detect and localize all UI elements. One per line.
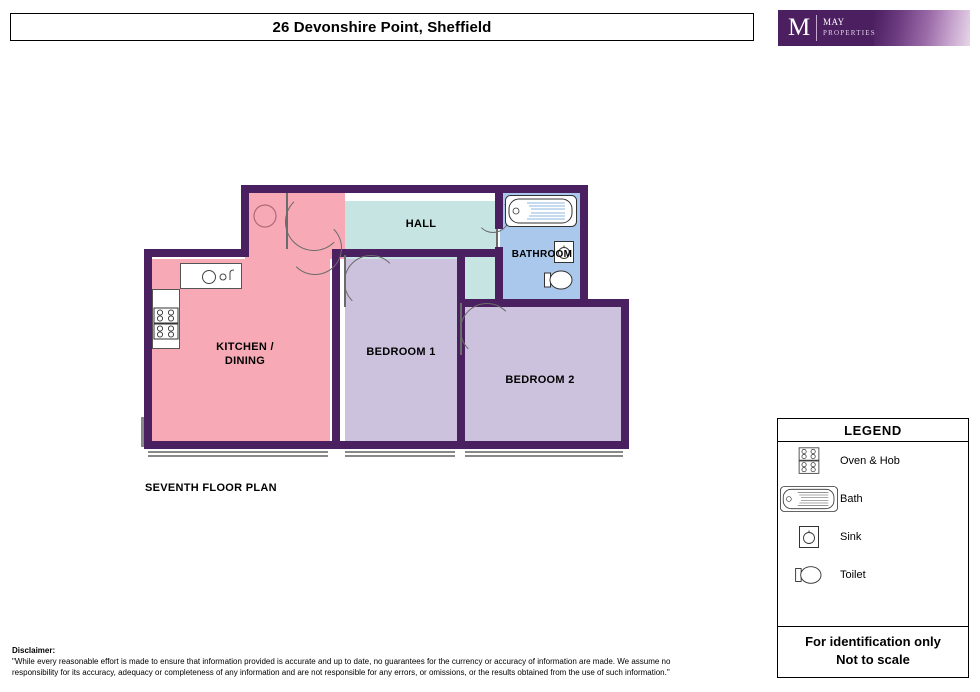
legend-label-toilet: Toilet	[840, 569, 866, 581]
logo-company-name: MAY	[823, 17, 845, 27]
window-bedroom2-bottom-2	[465, 455, 623, 457]
wall-nook-left	[241, 185, 249, 255]
legend-icon-cell-toilet	[778, 563, 840, 587]
floor-plan	[140, 185, 640, 475]
wall-bedroom2-right	[621, 299, 629, 449]
door-bathroom-leaf	[496, 229, 498, 247]
window-kitchen-left	[141, 417, 144, 447]
logo-gradient-decoration	[874, 10, 970, 46]
legend-title: LEGEND	[778, 419, 968, 442]
company-logo	[778, 10, 970, 46]
wall-kitchen-left	[144, 249, 152, 449]
toilet-icon	[544, 267, 574, 293]
sink-icon	[200, 267, 240, 287]
page-title: 26 Devonshire Point, Sheffield	[272, 18, 492, 36]
sink-icon	[799, 526, 819, 548]
window-kitchen-bottom-2	[148, 455, 328, 457]
room-label-bedroom-2: BEDROOM 2	[505, 374, 575, 386]
door-bedroom1-leaf	[344, 255, 346, 307]
legend-item-sink	[778, 518, 968, 556]
room-label-bathroom: BATHROOM	[511, 249, 573, 260]
door-bedroom2-leaf	[460, 303, 462, 355]
legend-footer-line-1: For identification only	[805, 634, 941, 649]
wall-top	[241, 185, 588, 193]
window-kitchen-bottom	[148, 451, 328, 453]
room-label-hall: HALL	[405, 218, 437, 230]
disclaimer-line-1: "While every reasonable effort is made to ensure that information provided is accurate and up to date, no guarantees for the currency or accuracy of information are made. We assume no	[12, 657, 671, 666]
logo-divider	[816, 15, 817, 41]
legend-item-oven-hob	[778, 442, 968, 480]
legend-label-bath: Bath	[840, 493, 863, 505]
room-label-bedroom-1: BEDROOM 1	[366, 346, 436, 358]
oven-hob-icon	[153, 307, 179, 341]
wall-bedroom1-bottom	[340, 441, 465, 449]
wall-kitchen-bottom	[144, 441, 340, 449]
plan-title-box	[10, 13, 754, 41]
legend-icon-cell-bath	[778, 486, 840, 512]
wall-kitchen-step	[144, 249, 249, 257]
room-label-kitchen-line1: KITCHEN /	[216, 341, 274, 353]
door-bedroom1-arc	[344, 255, 398, 309]
wall-kitchen-bedroom1	[332, 249, 340, 449]
logo-monogram: M	[788, 14, 811, 41]
window-bedroom1-bottom	[345, 451, 455, 453]
room-label-kitchen-line2: DINING	[224, 355, 266, 367]
logo-company-subtitle: PROPERTIES	[823, 29, 876, 37]
window-bedroom1-bottom-2	[345, 455, 455, 457]
wall-bathroom-right	[580, 185, 588, 307]
legend-panel	[777, 418, 969, 678]
legend-label-oven-hob: Oven & Hob	[840, 455, 900, 467]
bath-icon	[505, 195, 577, 227]
door-bedroom2-arc	[460, 303, 514, 357]
legend-item-toilet	[778, 556, 968, 594]
bath-icon	[780, 486, 838, 512]
oven-hob-icon	[795, 447, 823, 475]
cylinder-icon	[252, 203, 278, 229]
wall-bedroom2-bottom	[457, 441, 629, 449]
legend-footer-line-2: Not to scale	[836, 652, 910, 667]
window-bedroom2-bottom	[465, 451, 623, 453]
disclaimer-line-2: responsibility for its accuracy, adequacy or completeness of any information and are not responsible for any errors, or omissions, or the results obtained from the use of such information."	[12, 668, 670, 677]
legend-item-bath	[778, 480, 968, 518]
door-kitchen-arc	[288, 221, 342, 275]
toilet-icon	[794, 563, 824, 587]
door-entrance-leaf	[286, 193, 288, 249]
disclaimer	[12, 645, 757, 678]
disclaimer-title: Disclaimer:	[12, 646, 56, 655]
legend-footer	[778, 626, 968, 677]
legend-icon-cell-oven	[778, 447, 840, 475]
legend-label-sink: Sink	[840, 531, 862, 543]
floor-plan-caption: SEVENTH FLOOR PLAN	[145, 482, 277, 494]
legend-icon-cell-sink	[778, 526, 840, 548]
